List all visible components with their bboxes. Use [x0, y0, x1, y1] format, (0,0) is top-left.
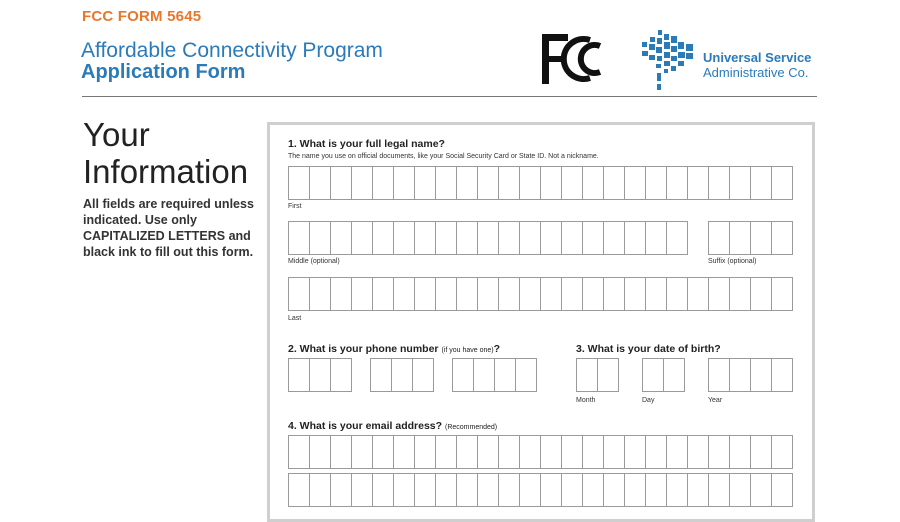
form-code: FCC FORM 5645 [82, 8, 202, 25]
last-name-label: Last [288, 315, 302, 322]
char-box[interactable] [452, 358, 474, 392]
char-box[interactable] [729, 221, 751, 255]
char-box[interactable] [603, 221, 625, 255]
usac-name-line1: Universal Service [703, 50, 812, 65]
char-box[interactable] [708, 221, 730, 255]
char-box[interactable] [309, 166, 331, 200]
char-box[interactable] [666, 473, 688, 507]
char-box[interactable] [330, 358, 352, 392]
char-box[interactable] [729, 435, 751, 469]
email-field-line2[interactable] [288, 473, 792, 507]
char-box[interactable] [414, 277, 436, 311]
usac-logo-mark [640, 28, 700, 99]
char-box[interactable] [288, 435, 310, 469]
char-box[interactable] [708, 358, 730, 392]
dob-month-field[interactable] [576, 358, 618, 392]
char-box[interactable] [372, 473, 394, 507]
dob-month-label: Month [576, 397, 596, 404]
char-box[interactable] [771, 221, 793, 255]
char-box[interactable] [456, 221, 478, 255]
char-box[interactable] [642, 358, 664, 392]
char-box[interactable] [666, 221, 688, 255]
char-box[interactable] [645, 473, 667, 507]
q2-label [288, 343, 500, 355]
char-box[interactable] [624, 435, 646, 469]
char-box[interactable] [435, 277, 457, 311]
char-box[interactable] [393, 221, 415, 255]
char-box[interactable] [414, 166, 436, 200]
char-box[interactable] [582, 166, 604, 200]
middle-name-label: Middle (optional) [288, 258, 340, 265]
char-box[interactable] [603, 473, 625, 507]
char-box[interactable] [603, 277, 625, 311]
q1-help: The name you use on official documents, like your Social Security Card or State ID. Not a nickname. [288, 153, 599, 160]
char-box[interactable] [687, 473, 709, 507]
phone-prefix-field[interactable] [370, 358, 433, 392]
char-box[interactable] [515, 358, 537, 392]
phone-area-code-field[interactable] [288, 358, 351, 392]
char-box[interactable] [309, 358, 331, 392]
char-box[interactable] [372, 221, 394, 255]
char-box[interactable] [708, 166, 730, 200]
char-box[interactable] [540, 473, 562, 507]
char-box[interactable] [351, 473, 373, 507]
char-box[interactable] [771, 166, 793, 200]
char-box[interactable] [729, 358, 751, 392]
char-box[interactable] [456, 166, 478, 200]
char-box[interactable] [540, 221, 562, 255]
char-box[interactable] [414, 221, 436, 255]
fcc-logo [538, 30, 608, 93]
char-box[interactable] [708, 435, 730, 469]
char-box[interactable] [351, 221, 373, 255]
char-box[interactable] [456, 277, 478, 311]
char-box[interactable] [498, 473, 520, 507]
char-box[interactable] [330, 221, 352, 255]
char-box[interactable] [561, 435, 583, 469]
char-box[interactable] [288, 473, 310, 507]
char-box[interactable] [477, 277, 499, 311]
char-box[interactable] [393, 435, 415, 469]
char-box[interactable] [393, 277, 415, 311]
char-box[interactable] [477, 166, 499, 200]
char-box[interactable] [519, 166, 541, 200]
char-box[interactable] [771, 473, 793, 507]
usac-name-line2: Administrative Co. [703, 65, 809, 80]
suffix-label: Suffix (optional) [708, 258, 757, 265]
q4-label-text: 4. What is your email address? [288, 420, 443, 432]
char-box[interactable] [561, 473, 583, 507]
char-box[interactable] [372, 277, 394, 311]
last-name-field[interactable] [288, 277, 792, 311]
char-box[interactable] [309, 473, 331, 507]
char-box[interactable] [456, 473, 478, 507]
char-box[interactable] [582, 277, 604, 311]
char-box[interactable] [624, 221, 646, 255]
dob-year-field[interactable] [708, 358, 792, 392]
char-box[interactable] [372, 435, 394, 469]
char-box[interactable] [435, 435, 457, 469]
char-box[interactable] [477, 435, 499, 469]
char-box[interactable] [473, 358, 495, 392]
char-box[interactable] [288, 358, 310, 392]
char-box[interactable] [771, 435, 793, 469]
char-box[interactable] [771, 277, 793, 311]
q1-label: 1. What is your full legal name? [288, 138, 445, 150]
char-box[interactable] [435, 166, 457, 200]
char-box[interactable] [540, 435, 562, 469]
section-title [83, 116, 263, 190]
char-box[interactable] [412, 358, 434, 392]
char-box[interactable] [750, 277, 772, 311]
char-box[interactable] [687, 435, 709, 469]
char-box[interactable] [750, 358, 772, 392]
char-box[interactable] [645, 435, 667, 469]
char-box[interactable] [750, 221, 772, 255]
program-title: Affordable Connectivity Program [81, 39, 383, 62]
suffix-field[interactable] [708, 221, 792, 255]
char-box[interactable] [330, 277, 352, 311]
char-box[interactable] [414, 473, 436, 507]
char-box[interactable] [370, 358, 392, 392]
char-box[interactable] [645, 166, 667, 200]
char-box[interactable] [498, 435, 520, 469]
char-box[interactable] [288, 221, 310, 255]
char-box[interactable] [351, 435, 373, 469]
char-box[interactable] [708, 473, 730, 507]
char-box[interactable] [666, 166, 688, 200]
char-box[interactable] [498, 221, 520, 255]
char-box[interactable] [477, 473, 499, 507]
char-box[interactable] [582, 473, 604, 507]
char-box[interactable] [393, 473, 415, 507]
char-box[interactable] [351, 166, 373, 200]
char-box[interactable] [750, 435, 772, 469]
char-box[interactable] [729, 277, 751, 311]
char-box[interactable] [519, 473, 541, 507]
char-box[interactable] [624, 473, 646, 507]
form-title: Application Form [81, 61, 246, 83]
char-box[interactable] [309, 221, 331, 255]
first-name-field[interactable] [288, 166, 792, 200]
char-box[interactable] [645, 277, 667, 311]
dob-day-field[interactable] [642, 358, 684, 392]
char-box[interactable] [519, 221, 541, 255]
char-box[interactable] [561, 221, 583, 255]
char-box[interactable] [540, 166, 562, 200]
section-title-line2: Information [83, 153, 249, 190]
char-box[interactable] [582, 221, 604, 255]
first-name-label: First [288, 203, 302, 210]
char-box[interactable] [288, 277, 310, 311]
header-divider [82, 96, 817, 97]
char-box[interactable] [393, 166, 415, 200]
char-box[interactable] [729, 166, 751, 200]
char-box[interactable] [456, 435, 478, 469]
char-box[interactable] [477, 221, 499, 255]
char-box[interactable] [666, 277, 688, 311]
char-box[interactable] [372, 166, 394, 200]
char-box[interactable] [414, 435, 436, 469]
char-box[interactable] [687, 277, 709, 311]
char-box[interactable] [663, 358, 685, 392]
char-box[interactable] [494, 358, 516, 392]
dob-day-label: Day [642, 397, 655, 404]
char-box[interactable] [519, 435, 541, 469]
char-box[interactable] [351, 277, 373, 311]
q4-label [288, 420, 497, 432]
char-box[interactable] [624, 166, 646, 200]
char-box[interactable] [309, 277, 331, 311]
char-box[interactable] [330, 435, 352, 469]
char-box[interactable] [729, 473, 751, 507]
char-box[interactable] [771, 358, 793, 392]
char-box[interactable] [750, 473, 772, 507]
q2-label-text: 2. What is your phone number [288, 343, 439, 355]
char-box[interactable] [435, 473, 457, 507]
char-box[interactable] [498, 166, 520, 200]
dob-year-label: Year [708, 397, 723, 404]
char-box[interactable] [288, 166, 310, 200]
char-box[interactable] [582, 435, 604, 469]
char-box[interactable] [576, 358, 598, 392]
q2-note: (if you have one) [441, 347, 494, 354]
q4-note: (Recommended) [444, 424, 498, 431]
char-box[interactable] [603, 435, 625, 469]
char-box[interactable] [645, 221, 667, 255]
char-box[interactable] [603, 166, 625, 200]
q2-suffix: ? [493, 343, 501, 355]
char-box[interactable] [519, 277, 541, 311]
char-box[interactable] [750, 166, 772, 200]
char-box[interactable] [597, 358, 619, 392]
char-box[interactable] [309, 435, 331, 469]
q3-label: 3. What is your date of birth? [576, 343, 721, 355]
char-box[interactable] [435, 221, 457, 255]
char-box[interactable] [561, 166, 583, 200]
middle-name-field[interactable] [288, 221, 687, 255]
char-box[interactable] [708, 277, 730, 311]
char-box[interactable] [666, 435, 688, 469]
char-box[interactable] [498, 277, 520, 311]
section-instructions: All fields are required unless indicated. Use only CAPITALIZED LETTERS and black ink to fill out this form. [83, 197, 254, 259]
char-box[interactable] [624, 277, 646, 311]
char-box[interactable] [330, 473, 352, 507]
char-box[interactable] [330, 166, 352, 200]
char-box[interactable] [561, 277, 583, 311]
email-field-line1[interactable] [288, 435, 792, 469]
phone-line-field[interactable] [452, 358, 536, 392]
char-box[interactable] [391, 358, 413, 392]
char-box[interactable] [687, 166, 709, 200]
section-title-line1: Your [83, 116, 150, 153]
char-box[interactable] [540, 277, 562, 311]
